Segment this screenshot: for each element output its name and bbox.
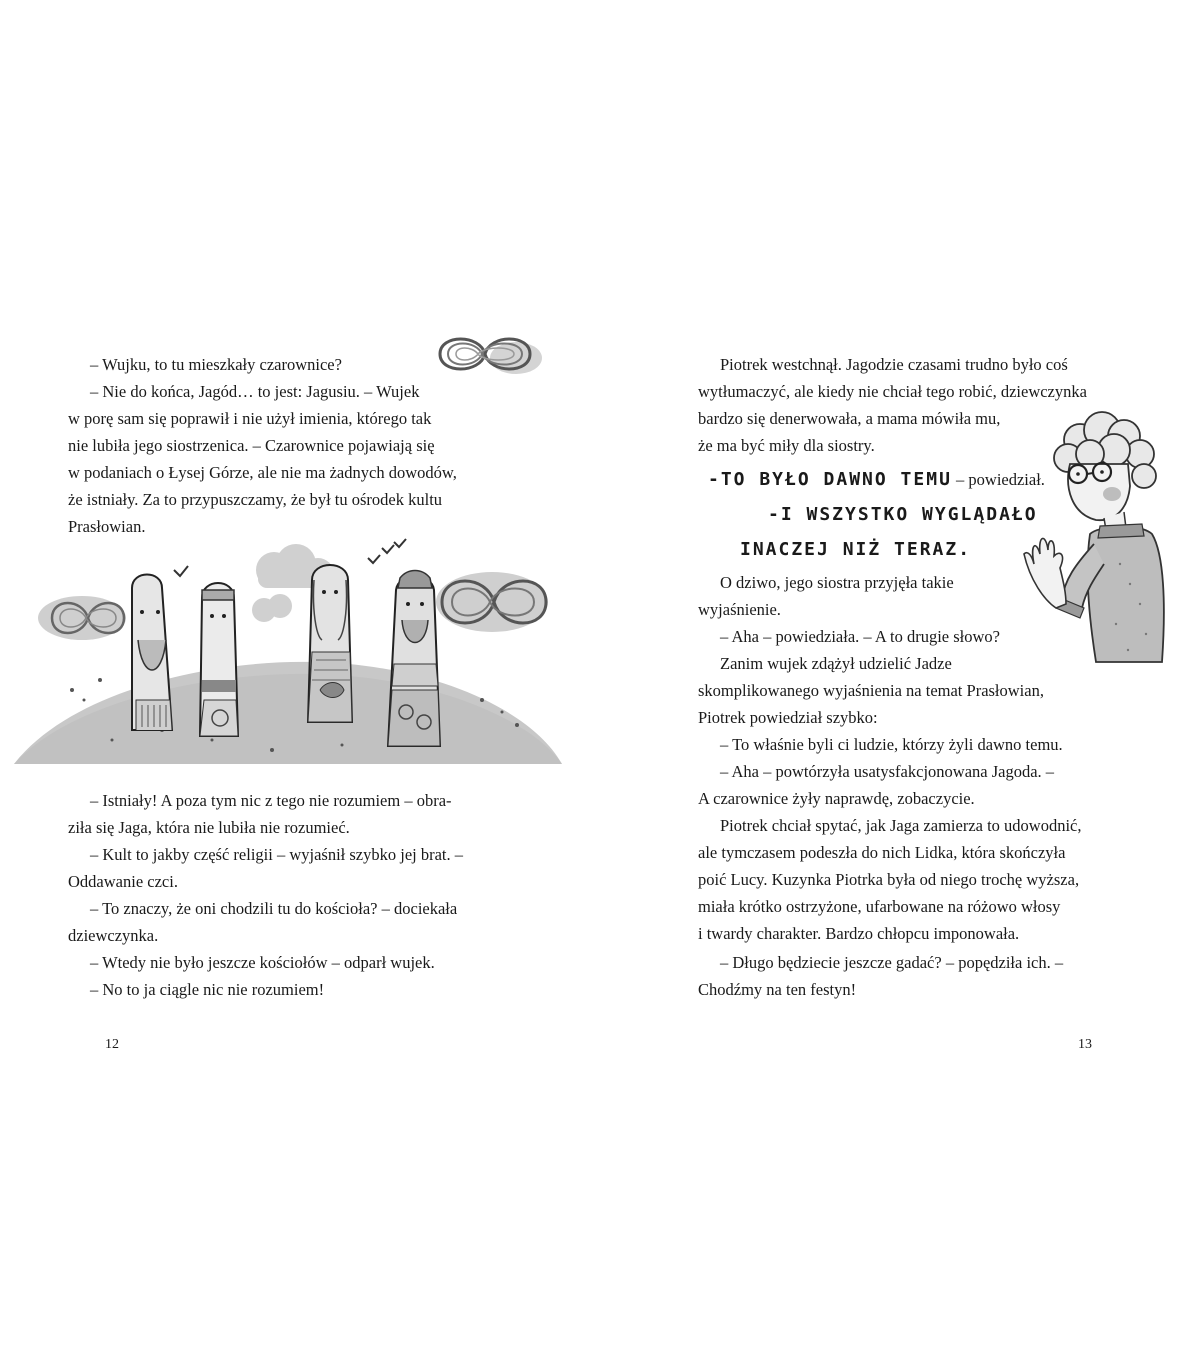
text-line: Prasłowian.: [68, 517, 146, 536]
text-line: – Aha – powiedziała. – A to drugie słowo?: [720, 627, 1000, 646]
text-line: Piotrek chciał spytać, jak Jaga zamierza to udowodnić,: [720, 816, 1082, 835]
text-line: O dziwo, jego siostra przyjęła takie: [720, 573, 954, 592]
handwritten-text: -TO BYŁO DAWNO TEMU: [708, 469, 952, 490]
boy-illustration: [1020, 404, 1170, 666]
text-line: w podaniach o Łysej Górze, ale nie ma żadnych dowodów,: [68, 463, 457, 482]
right-page: [600, 0, 1200, 1372]
text-line: – Długo będziecie jeszcze gadać? – popędziła ich. –: [720, 953, 1064, 972]
text-line: Piotrek westchnął. Jagodzie czasami trudno było coś: [720, 355, 1068, 374]
text-line: w porę sam się poprawił i nie użył imienia, którego tak: [68, 409, 432, 428]
text-line: ale tymczasem podeszła do nich Lidka, która skończyła: [698, 843, 1066, 862]
text-line: – No to ja ciągle nic nie rozumiem!: [90, 980, 325, 999]
text-line: – Wtedy nie było jeszcze kościołów – odparł wujek.: [90, 953, 435, 972]
handwritten-line: INACZEJ NIŻ TERAZ.: [740, 539, 972, 560]
text-line: ziła się Jaga, która nie lubiła nie rozumieć.: [68, 818, 350, 837]
text-line: Oddawanie czci.: [68, 872, 178, 891]
page-number: 13: [1078, 1037, 1092, 1052]
dialogue-tag: – powiedział.: [951, 470, 1045, 489]
text-line: poić Lucy. Kuzynka Piotrka była od niego trochę wyższa,: [698, 870, 1080, 889]
text-line: – To właśnie byli ci ludzie, którzy żyli dawno temu.: [720, 735, 1063, 754]
text-line: A czarownice żyły naprawdę, zobaczycie.: [698, 789, 975, 808]
handwritten-line: [708, 465, 1045, 495]
text-line: – Istniały! A poza tym nic z tego nie rozumiem – obra-: [90, 791, 452, 810]
text-line: wyjaśnienie.: [698, 600, 781, 619]
text-line: – To znaczy, że oni chodzili tu do kościoła? – dociekała: [90, 899, 458, 918]
text-line: i twardy charakter. Bardzo chłopcu imponowała.: [698, 924, 1020, 943]
text-line: skomplikowanego wyjaśnienia na temat Prasłowian,: [698, 681, 1044, 700]
page-number: 12: [105, 1037, 119, 1052]
text-line: – Nie do końca, Jagód… to jest: Jagusiu. – Wujek: [90, 382, 420, 401]
text-line: wytłumaczyć, ale kiedy nie chciał tego robić, dziewczynka: [698, 382, 1087, 401]
text-line: – Aha – powtórzyła usatysfakcjonowana Jagoda. –: [720, 762, 1055, 781]
text-line: – Kult to jakby część religii – wyjaśnił szybko jej brat. –: [90, 845, 463, 864]
text-line: nie lubiła jego siostrzenica. – Czarownice pojawiają się: [68, 436, 435, 455]
text-line: Chodźmy na ten festyn!: [698, 980, 857, 999]
cloud-illustration: [430, 328, 550, 380]
text-line: że ma być miły dla siostry.: [698, 436, 875, 455]
text-line: Zanim wujek zdążył udzielić Jadze: [720, 654, 952, 673]
text-line: że istniały. Za to przypuszczamy, że był tu ośrodek kultu: [68, 490, 443, 509]
text-line: dziewczynka.: [68, 926, 159, 945]
text-line: miała krótko ostrzyżone, ufarbowane na różowo włosy: [698, 897, 1061, 916]
handwritten-line: -I WSZYSTKO WYGLĄDAŁO: [768, 504, 1038, 525]
text-line: Piotrek powiedział szybko:: [698, 708, 878, 727]
text-line: bardzo się denerwowała, a mama mówiła mu,: [698, 409, 1001, 428]
slavic-idols-illustration: [12, 540, 564, 768]
text-line: – Wujku, to tu mieszkały czarownice?: [90, 355, 342, 374]
